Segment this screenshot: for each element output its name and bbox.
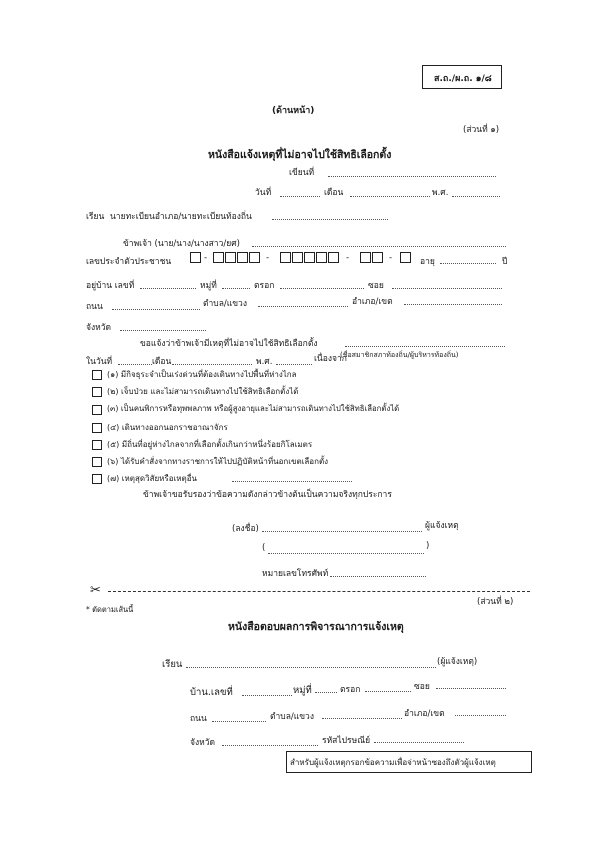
- tambon2-label: ตำบล/แขวง: [270, 712, 314, 722]
- form-code: ส.ถ./ผ.ถ. ๑/๘: [434, 74, 492, 84]
- province2-field[interactable]: [222, 745, 318, 746]
- moo2-field[interactable]: [315, 692, 337, 693]
- age-field[interactable]: [440, 263, 496, 264]
- reason-checkbox-1[interactable]: [92, 370, 102, 380]
- bottom-note: สำหรับผู้แจ้งเหตุกรอกข้อความเพื่อจ่าหน้าซองถึงตัวผู้แจ้งเหตุ: [290, 758, 496, 767]
- date-month-field[interactable]: [350, 196, 430, 197]
- on-year-label: พ.ศ.: [256, 357, 273, 367]
- reason-other-field[interactable]: [232, 481, 352, 482]
- sign-label: (ลงชื่อ): [232, 524, 259, 534]
- on-day-label: ในวันที่: [86, 357, 113, 367]
- date-year-label: พ.ศ.: [432, 188, 449, 198]
- phone-label: หมายเลขโทรศัพท์: [262, 569, 329, 579]
- on-month-label: เดือน: [152, 357, 172, 367]
- phone-field[interactable]: [330, 576, 426, 577]
- to-field[interactable]: [272, 219, 388, 220]
- id-digit-6[interactable]: [280, 252, 291, 263]
- front-side-label: (ด้านหน้า): [272, 106, 315, 116]
- reason-5: (๕) มีถิ่นที่อยู่ห่างไกลจากที่เลือกตั้งเกินกว่าหนึ่งร้อยกิโลเมตร: [107, 440, 313, 449]
- on-year-field[interactable]: [276, 364, 312, 365]
- part2-label: (ส่วนที่ ๒): [477, 597, 514, 607]
- address-tambon-label: ตำบล/แขวง: [203, 299, 247, 309]
- reason-2: (๒) เจ็บป่วย และไม่สามารถเดินทางไปใช้สิทธิเลือกตั้งได้: [107, 387, 299, 396]
- reason-1: (๑) มีกิจธุระจำเป็นเร่งด่วนที่ต้องเดินทางไปพื้นที่ห่างไกล: [107, 370, 297, 379]
- address-moo-field[interactable]: [222, 288, 250, 289]
- because-label: เนื่องจาก: [314, 354, 347, 364]
- id-digit-5[interactable]: [249, 252, 260, 263]
- house2-label: บ้าน.เลขที่: [190, 687, 233, 698]
- cut-note: * ตัดตามเส้นนี้: [86, 605, 134, 614]
- province2-label: จังหวัด: [190, 738, 216, 748]
- reason-checkbox-7[interactable]: [92, 474, 102, 484]
- address-soi-field[interactable]: [392, 288, 502, 289]
- scissors-icon: ✂: [90, 583, 101, 598]
- id-dash-2: -: [266, 253, 270, 263]
- election-note: (ชื่อสมาชิกสภาท้องถิ่น/ผู้บริหารท้องถิ่น): [340, 351, 459, 359]
- postal2-label: รหัสไปรษณีย์: [322, 736, 371, 746]
- part1-label: (ส่วนที่ ๑): [463, 125, 500, 135]
- address-amphoe-field[interactable]: [404, 304, 502, 305]
- address-house-field[interactable]: [140, 288, 196, 289]
- amphoe2-label: อำเภอ/เขต: [404, 709, 445, 719]
- address-province-label: จังหวัด: [86, 323, 112, 333]
- id-digit-3[interactable]: [225, 252, 236, 263]
- address-trok-field[interactable]: [280, 288, 364, 289]
- id-digit-8[interactable]: [304, 252, 315, 263]
- date-day-label: วันที่: [255, 188, 272, 198]
- reason-checkbox-6[interactable]: [92, 457, 102, 467]
- cut-line: [108, 591, 530, 592]
- address-moo-label: หมู่ที่: [200, 281, 217, 291]
- address-house-label: อยู่บ้าน เลขที่: [86, 281, 135, 291]
- id-digit-13[interactable]: [400, 252, 411, 263]
- id-digit-9[interactable]: [316, 252, 327, 263]
- id-label: เลขประจำตัวประชาชน: [86, 257, 172, 267]
- id-dash-1: -: [204, 253, 208, 263]
- title-part2: หนังสือตอบผลการพิจารณาการแจ้งเหตุ: [228, 621, 404, 633]
- to2-suffix: (ผู้แจ้งเหตุ): [437, 657, 478, 667]
- to-text: นายทะเบียนอำเภอ/นายทะเบียนท้องถิ่น: [110, 212, 252, 222]
- i-label: ข้าพเจ้า (นาย/นาง/นางสาว/ยศ): [123, 239, 240, 249]
- election-field[interactable]: [345, 346, 505, 347]
- address-tambon-field[interactable]: [258, 306, 348, 307]
- house2-field[interactable]: [242, 695, 292, 696]
- address-road-label: ถนน: [86, 302, 103, 312]
- id-dash-3: -: [346, 253, 350, 263]
- trok2-label: ตรอก: [340, 685, 361, 695]
- id-digit-4[interactable]: [237, 252, 248, 263]
- id-digit-10[interactable]: [328, 252, 339, 263]
- id-digit-2[interactable]: [213, 252, 224, 263]
- amphoe2-field[interactable]: [455, 715, 506, 716]
- reason-7: (๗) เหตุสุดวิสัยหรือเหตุอื่น: [107, 474, 197, 483]
- reason-checkbox-3[interactable]: [92, 405, 102, 415]
- date-year-field[interactable]: [452, 196, 500, 197]
- address-province-field[interactable]: [120, 330, 206, 331]
- id-digit-1[interactable]: [190, 252, 201, 263]
- address-soi-label: ซอย: [368, 281, 384, 291]
- age-label: อายุ: [420, 257, 435, 267]
- reason-6: (๖) ได้รับคำสั่งจากทางราชการให้ไปปฏิบัติหน้าที่นอกเขตเลือกตั้ง: [107, 457, 329, 466]
- tambon2-field[interactable]: [322, 718, 402, 719]
- date-month-label: เดือน: [324, 188, 344, 198]
- written-at-label: เขียนที่: [289, 168, 315, 178]
- notify-text: ขอแจ้งว่าข้าพเจ้ามีเหตุที่ไม่อาจไปใช้สิทธิเลือกตั้ง: [140, 339, 318, 349]
- id-digit-11[interactable]: [360, 252, 371, 263]
- age-unit: ปี: [502, 257, 508, 267]
- postal2-field[interactable]: [374, 742, 464, 743]
- printed-name-field[interactable]: [268, 553, 424, 554]
- title-part1: หนังสือแจ้งเหตุที่ไม่อาจไปใช้สิทธิเลือกตั้ง: [208, 149, 392, 161]
- paren-open: (: [262, 543, 266, 553]
- reason-3: (๓) เป็นคนพิการหรือทุพพลภาพ หรือผู้สูงอายุและไม่สามารถเดินทางไปใช้สิทธิเลือกตั้งได้: [107, 404, 400, 413]
- reason-checkbox-4[interactable]: [92, 423, 102, 433]
- id-digit-12[interactable]: [372, 252, 383, 263]
- written-at-field[interactable]: [328, 176, 496, 177]
- notifier-label: ผู้แจ้งเหตุ: [425, 521, 459, 531]
- soi2-field[interactable]: [436, 688, 506, 689]
- reason-checkbox-2[interactable]: [92, 387, 102, 397]
- on-day-field[interactable]: [118, 364, 152, 365]
- address-amphoe-label: อำเภอ/เขต: [352, 297, 393, 307]
- moo2-label: หมู่ที่: [293, 685, 312, 696]
- certify-text: ข้าพเจ้าขอรับรองว่าข้อความดังกล่าวข้างต้นเป็นความจริงทุกประการ: [143, 490, 392, 500]
- name-field[interactable]: [252, 246, 506, 247]
- to2-label: เรียน: [162, 659, 183, 670]
- to2-field[interactable]: [186, 667, 436, 668]
- road2-label: ถนน: [190, 714, 207, 724]
- paren-close: ): [426, 541, 430, 551]
- address-road-field[interactable]: [112, 309, 200, 310]
- sign-field[interactable]: [262, 531, 422, 532]
- soi2-label: ซอย: [414, 682, 430, 692]
- road2-field[interactable]: [212, 721, 266, 722]
- reason-checkbox-5[interactable]: [92, 440, 102, 450]
- date-day-field[interactable]: [280, 196, 320, 197]
- on-month-field[interactable]: [172, 364, 252, 365]
- to-label: เรียน: [86, 212, 105, 222]
- id-digit-7[interactable]: [292, 252, 303, 263]
- reason-4: (๔) เดินทางออกนอกราชอาณาจักร: [107, 423, 228, 432]
- address-trok-label: ตรอก: [254, 281, 275, 291]
- trok2-field[interactable]: [365, 691, 411, 692]
- id-dash-4: -: [389, 253, 393, 263]
